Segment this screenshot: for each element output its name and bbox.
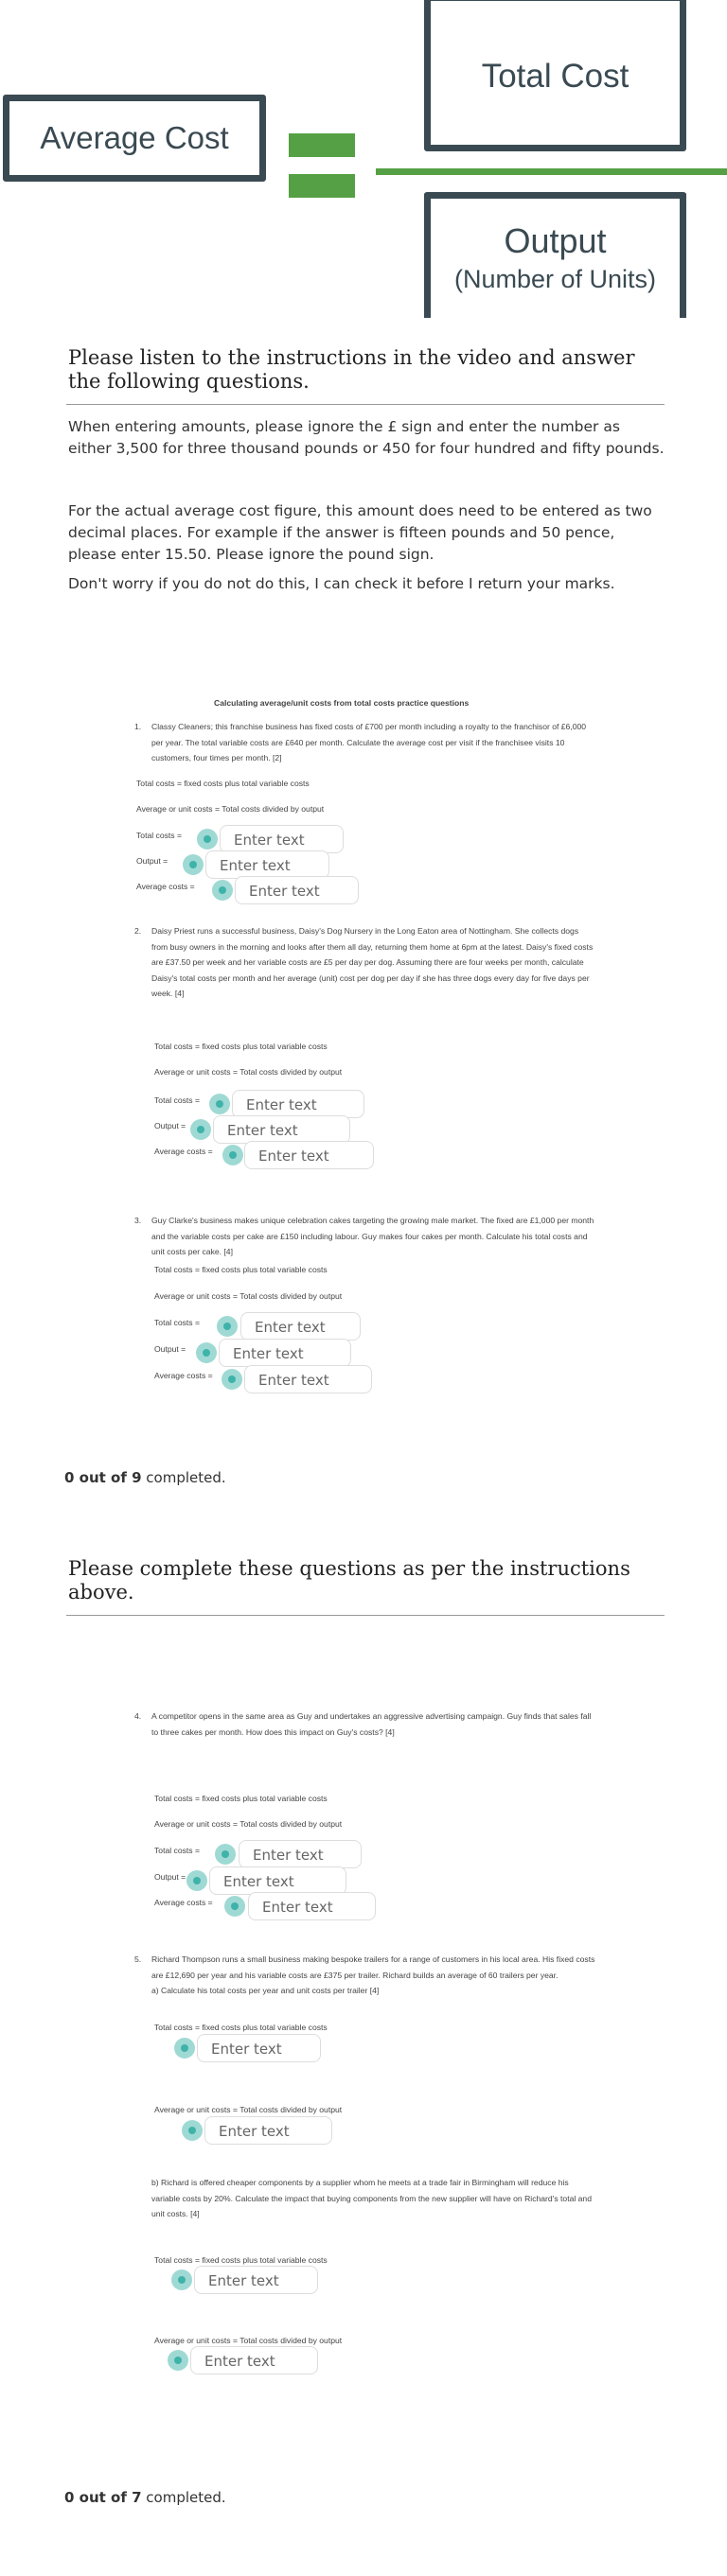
section2-heading: Please complete these questions as per the instructions above. [68,1557,630,1603]
q5b-average-costs-input[interactable]: Enter text [190,2346,318,2374]
section2-completion-status [64,2489,226,2506]
q3-average-costs-input[interactable]: Enter text [244,1365,372,1393]
equals-sign-top [289,133,355,157]
output-sublabel: (Number of Units) [453,265,657,293]
average-cost-box [3,95,266,182]
section1-heading: Please listen to the instructions in the video and answer the following questions. [68,346,635,393]
hotspot-pin[interactable] [190,1119,211,1140]
question-number: 3. [134,1216,142,1225]
question-5 [134,1952,596,1999]
question-5b-text: b) Richard is offered cheaper components by a supplier whom he meets at a trade fair in Birmingham will reduce his variable costs by 20%. Calculate the impact that buying components from the new supplier will have on Richard's total and unit costs. [4] [151,2178,592,2218]
question-4 [134,1709,596,1740]
instruction-paragraph: For the actual average cost figure, this amount does need to be entered as two decimal places. For example if the answer is fifteen pounds and 50 pence, please enter 15.50. Please ignore the pound sign. [68,502,652,563]
question-text: A competitor opens in the same area as Guy and undertakes an aggressive advertising campaign. Guy finds that sales fall to three cakes per month. How does this impact on Guy's costs? [4] [151,1711,592,1737]
label-total-costs: Total costs = [154,1095,201,1105]
section2-divider [66,1615,665,1616]
completion-suffix: completed. [141,1469,226,1486]
worksheet-title: Calculating average/unit costs from total costs practice questions [214,698,470,708]
hotspot-pin[interactable] [186,1870,207,1891]
hotspot-pin[interactable] [168,2350,188,2371]
total-cost-label: Total Cost [481,58,629,95]
formula-average: Average or unit costs = Total costs divided by output [136,804,325,814]
formula-average: Average or unit costs = Total costs divided by output [154,1819,343,1829]
question-text: Guy Clarke's business makes unique celebration cakes targeting the growing male market. The fixed are £1,000 per month and the variable costs per cake are £150 including labour. Guy makes four cakes per month. Calculate his total costs and unit costs per cake. [4] [151,1216,594,1256]
question-number: 2. [134,926,142,936]
instruction-paragraph: Don't worry if you do not do this, I can check it before I return your marks. [68,575,615,592]
hotspot-pin[interactable] [222,1369,242,1390]
hotspot-pin[interactable] [196,1342,217,1363]
hotspot-pin[interactable] [182,2120,203,2141]
q3-output-input[interactable]: Enter text [219,1339,351,1367]
q4-output-input[interactable]: Enter text [209,1866,346,1895]
output-label: Output [504,221,607,260]
formula-total: Total costs = fixed costs plus total variable costs [154,1042,328,1051]
question-text: Daisy Priest runs a successful business, Daisy's Dog Nursery in the Long Eaton area of Nottingham. She collects dogs from busy owners in the morning and looks after them all day, returning them home at 6pm at the latest. Daisy's fixed costs are £37.50 per week and her variable costs are £5 per day per dog. Assuming there are four weeks per month, calculate Daisy's total costs per month and her average (unit) cost per dog per day if she has three dogs every day for five days per week. [4] [151,926,594,998]
label-output: Output = [136,856,168,866]
question-number: 5. [134,1954,142,1964]
label-average-costs: Average costs = [154,1147,213,1156]
formula-total: Total costs = fixed costs plus total variable costs [154,1265,328,1274]
completion-count: 0 out of 9 [64,1469,142,1486]
hotspot-pin[interactable] [217,1316,238,1337]
formula-average: Average or unit costs = Total costs divided by output [154,2336,343,2345]
label-output: Output = [154,1121,186,1130]
label-average-costs: Average costs = [136,882,195,891]
hotspot-pin[interactable] [197,829,218,850]
formula-total: Total costs = fixed costs plus total variable costs [154,2023,328,2032]
hotspot-pin[interactable] [215,1844,236,1865]
question-5a-text: a) Calculate his total costs per year and unit costs per trailer [4] [151,1986,380,1995]
formula-average: Average or unit costs = Total costs divided by output [154,1067,343,1077]
q1-total-costs-input[interactable]: Enter text [220,825,344,853]
q3-total-costs-input[interactable]: Enter text [240,1312,361,1341]
completion-suffix: completed. [141,2489,226,2506]
hotspot-pin[interactable] [183,854,204,875]
output-box [424,192,686,334]
question-1 [134,719,596,766]
label-average-costs: Average costs = [154,1898,213,1907]
equals-sign-bottom [289,174,355,198]
hotspot-pin[interactable] [209,1094,230,1114]
formula-average: Average or unit costs = Total costs divided by output [154,1291,343,1301]
label-average-costs: Average costs = [154,1371,213,1380]
q5b-total-costs-input[interactable]: Enter text [194,2266,318,2294]
section1-completion-status [64,1469,226,1486]
average-cost-label: Average Cost [40,120,229,155]
q4-average-costs-input[interactable]: Enter text [248,1892,376,1920]
hotspot-pin[interactable] [224,1896,245,1917]
label-output: Output = [154,1344,186,1354]
q2-output-input[interactable]: Enter text [213,1115,350,1144]
formula-total: Total costs = fixed costs plus total variable costs [136,779,310,788]
question-text: Classy Cleaners; this franchise business has fixed costs of £700 per month including a royalty to the franchisor of £6,000 per year. The total variable costs are £640 per month. Calculate the average cost per visit if the franchisee visits 10 customers, four times per month. [2] [151,722,587,762]
section1-divider [66,404,665,405]
q5a-average-costs-input[interactable]: Enter text [204,2116,332,2145]
question-3 [134,1213,596,1260]
formula-total: Total costs = fixed costs plus total variable costs [154,2255,328,2265]
formula-average: Average or unit costs = Total costs divided by output [154,2105,343,2114]
label-total-costs: Total costs = [154,1846,201,1855]
hotspot-pin[interactable] [222,1145,243,1165]
completion-count: 0 out of 7 [64,2489,142,2506]
label-total-costs: Total costs = [154,1318,201,1327]
q5a-total-costs-input[interactable]: Enter text [197,2034,321,2062]
question-number: 4. [134,1711,142,1721]
label-total-costs: Total costs = [136,831,183,840]
q1-output-input[interactable]: Enter text [205,850,329,879]
q2-total-costs-input[interactable]: Enter text [232,1090,364,1118]
question-5b [151,2175,596,2222]
question-text: Richard Thompson runs a small business making bespoke trailers for a range of customers in his local area. His fixed costs are £12,690 per year and his variable costs are £375 per trailer. Richard builds an average of 60 trailers per year. [151,1954,595,1980]
total-cost-box [424,0,686,151]
q4-total-costs-input[interactable]: Enter text [239,1840,362,1868]
question-2 [134,923,596,1002]
question-number: 1. [134,722,142,731]
formula-total: Total costs = fixed costs plus total variable costs [154,1794,328,1803]
label-output: Output = [154,1872,186,1882]
fraction-line [376,168,727,175]
q1-average-costs-input[interactable]: Enter text [235,876,359,904]
hotspot-pin[interactable] [212,880,233,901]
hotspot-pin[interactable] [174,2038,195,2059]
instruction-paragraph: When entering amounts, please ignore the £ sign and enter the number as either 3,500 for three thousand pounds or 450 for four hundred and fifty pounds. [68,418,665,457]
q2-average-costs-input[interactable]: Enter text [244,1141,374,1169]
hotspot-pin[interactable] [171,2269,192,2290]
diagram-bottom-mask [0,318,727,341]
